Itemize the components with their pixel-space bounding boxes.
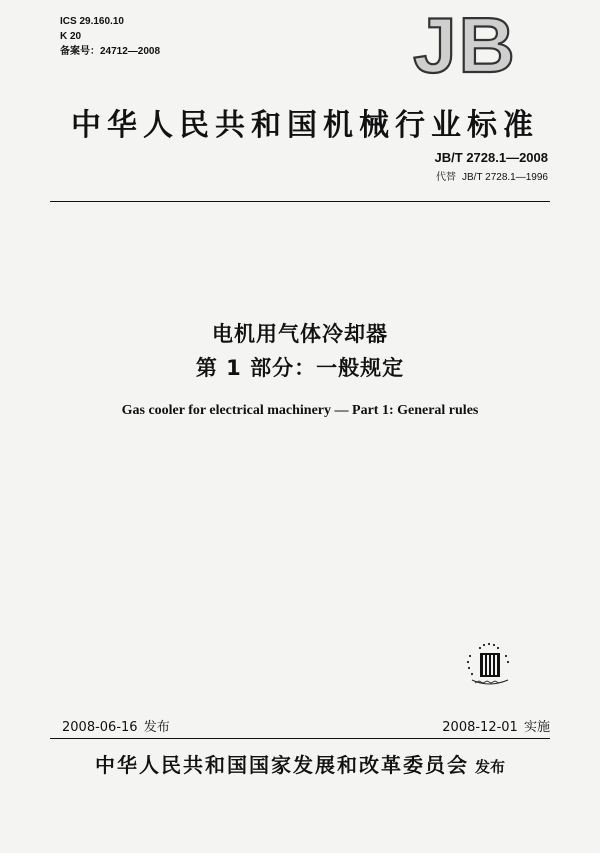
publisher-seal-icon [458,640,520,690]
effective-date-line [442,716,550,735]
class-code: K 20 [60,31,82,42]
cn-title-line2: 第 1 部分：一般规定 [195,356,405,380]
en-title: Gas cooler for electrical machinery — Part 1: General rules [121,403,479,418]
cn-title-line1: 电机用气体冷却器 [212,322,388,346]
effective-label: 实施 [523,720,550,735]
publish-date-line [62,716,170,735]
record-number: 备案号：24712—2008 [60,46,161,57]
publish-label: 发布 [143,720,170,735]
org-title: 中华人民共和国机械行业标准 [71,108,539,143]
classification-block [60,14,160,59]
jb-logo [400,8,530,83]
publish-date: 2008-06-16 [62,720,138,735]
ics-code: ICS 29.160.10 [60,16,124,27]
effective-date: 2008-12-01 [442,720,518,735]
replaces-prefix: 代替 [436,172,456,183]
issuer-name: 中华人民共和国国家发展和改革委员会 [94,753,469,777]
top-divider [50,201,550,202]
replaces-line [430,168,548,183]
seal-book-emblem [480,653,500,677]
issuer-line [0,749,600,778]
jb-logo-text: JB [413,8,517,83]
bottom-divider [50,738,550,739]
standard-number: JB/T 2728.1—2008 [434,150,548,165]
replaces-number: JB/T 2728.1—1996 [462,172,548,183]
issuer-suffix: 发布 [474,758,505,776]
